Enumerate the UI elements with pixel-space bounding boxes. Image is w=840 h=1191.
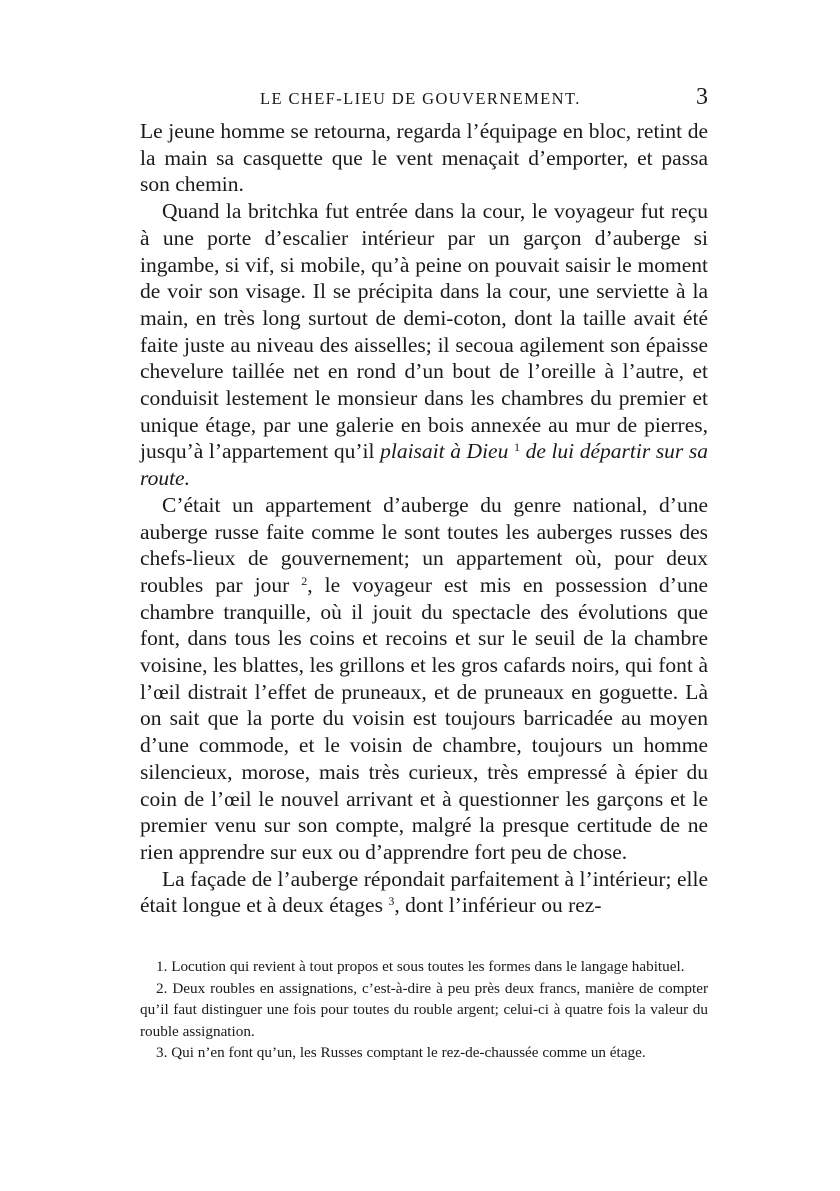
footnotes: [140, 956, 708, 1064]
paragraph-4-text-a: La façade de l’auberge répondait parfaitement à l’intérieur; elle était longue et à deux étages: [140, 866, 708, 918]
running-title: LE CHEF-LIEU DE GOUVERNEMENT.: [260, 89, 581, 108]
paragraph-3-text-b: , le voyageur est mis en possession d’une chambre tranquille, où il jouit du spectacle des évolutions que font, dans tous les coins et recoins et sur le seuil de la chambre voisine, les blattes, les grillons et les gros cafards noirs, qui font à l’œil distrait l’effet de pruneaux, et de pruneaux en goguette. Là on sait que la porte du voisin est toujours barricadée au moyen d’une commode, et le voisin de chambre, toujours un homme silencieux, morose, mais très curieux, très empressé à épier du coin de l’œil le nouvel arrivant et à questionner les garçons et le premier venu sur son compte, malgré la presque certitude de ne rien apprendre sur eux ou d’apprendre fort peu de chose.: [140, 572, 709, 864]
paragraph-1: Le jeune homme se retourna, regarda l’équipage en bloc, retint de la main sa casquette que le vent menaçait d’emporter, et passa son chemin.: [140, 119, 708, 197]
footnote-ref-2: 2: [301, 573, 308, 588]
italic-phrase-2: de lui départir sur sa route.: [140, 439, 709, 491]
paragraph-2-text: Quand la britchka fut entrée dans la cour, le voyageur fut reçu à une porte d’escalier intérieur par un garçon d’auberge si ingambe, si vif, si mobile, qu’à peine on pouvait saisir le moment de voir son visage. Il se précipita dans la cour, une serviette à la main, en très long surtout de demi-coton, dont la taille avait été faite juste au niveau des aisselles; il secoua agilement son épaisse chevelure taillée net en rond d’un bout de l’oreille à l’autre, et conduisit lestement le monsieur dans les chambres du premier et unique étage, par une galerie en bois annexée au mur de pierres, jusqu’à l’appartement qu’il: [140, 199, 708, 464]
footnote-3: 3. Qui n’en font qu’un, les Russes comptant le rez-de-chaussée comme un étage.: [156, 1044, 646, 1061]
page-header: [140, 86, 708, 114]
page-number: 3: [696, 84, 708, 110]
italic-phrase-1: plaisait à Dieu: [380, 439, 509, 464]
body-text: [140, 118, 708, 919]
paragraph-3-text-a: C’était un appartement d’auberge du genre national, d’une auberge russe faite comme le sont toutes les auberges russes des chefs-lieux de gouvernement; un appartement où, pour deux roubles par jour: [140, 492, 708, 597]
footnote-ref-1: 1: [513, 440, 520, 455]
paragraph-4: [140, 866, 708, 919]
paragraph-3: [140, 492, 708, 866]
footnote-2: 2. Deux roubles en assignations, c’est-à-dire à peu près deux francs, manière de compter qu’il faut distinguer une fois pour toutes du rouble argent; celui-ci à quatre fois la valeur du rouble assignation.: [140, 979, 708, 1040]
footnote-1: 1. Locution qui revient à tout propos et sous toutes les formes dans le langage habituel.: [156, 958, 685, 975]
paragraph-2: [140, 198, 708, 492]
footnote-ref-3: 3: [388, 894, 395, 909]
paragraph-4-text-b: , dont l’inférieur ou rez-: [394, 893, 602, 918]
